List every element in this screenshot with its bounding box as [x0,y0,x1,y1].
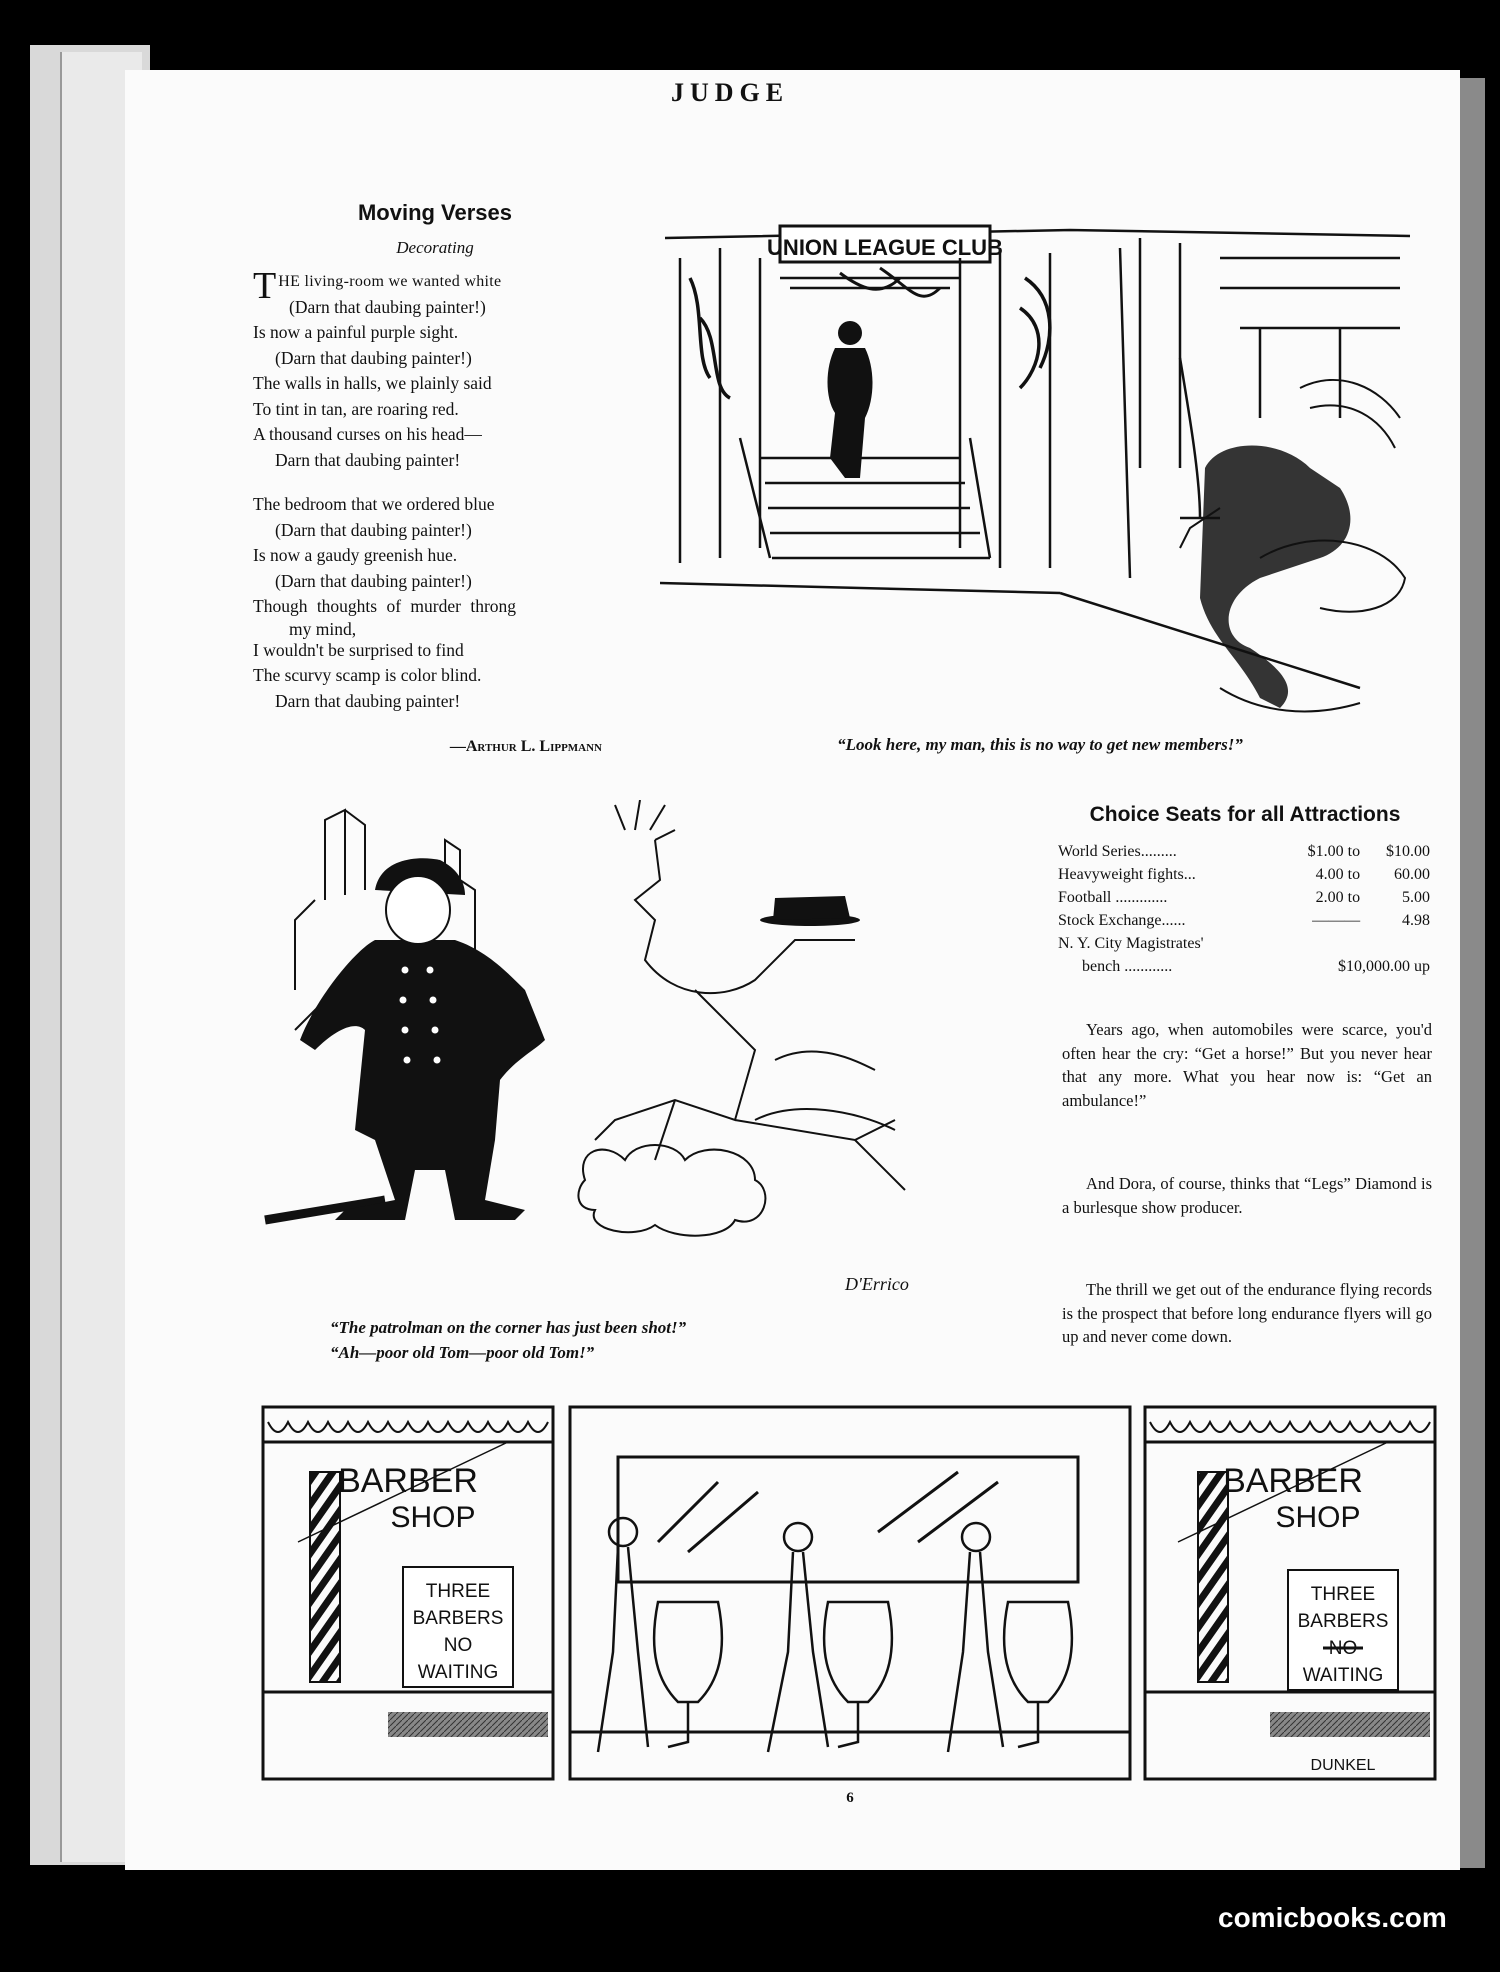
seat-high: 60.00 [1394,866,1430,883]
page-number: 6 [846,1790,854,1806]
seat-label: bench ............ [1082,958,1173,975]
seat-low: $10,000.00 up [1338,958,1430,975]
table-row [1058,909,1430,932]
poem-line: The walls in halls, we plainly said [253,373,492,393]
seat-low: $1.00 to [1307,843,1361,860]
seat-high: 5.00 [1402,889,1430,906]
paragraph-dora: And Dora, of course, thinks that “Legs” Diamond is a burlesque show producer. [1062,1174,1432,1217]
poem-title: Moving Verses [357,200,513,225]
watermark: comicbooks.com [1218,1902,1447,1933]
seats-table [1058,840,1430,978]
sign-line: NO [443,1635,473,1656]
poem-line: The bedroom that we ordered blue [253,494,495,514]
poem-author: —Arthur L. Lippmann [449,738,602,755]
poem-line: (Darn that daubing painter!) [275,570,472,591]
sign-line: NO [1328,1638,1358,1659]
seat-label: Stock Exchange...... [1058,912,1186,929]
seat-low: 4.00 to [1315,866,1361,883]
seat-label: Football ............. [1058,889,1168,906]
poem-line: Is now a gaudy greenish hue. [253,545,458,565]
sign-line: THREE [1310,1584,1376,1605]
strip-signature: DUNKEL [1310,1757,1376,1774]
seat-label: Heavyweight fights... [1058,866,1196,883]
paragraph-endurance: The thrill we get out of the endurance flying records is the prospect that before long endurance flyers will go up and never come down. [1062,1280,1432,1346]
cartoon1-caption: “Look here, my man, this is no way to get new members!” [837,735,1243,754]
poem-line: THE living-room we wanted white [253,265,502,307]
cartoon2-signature: D'Errico [845,1274,909,1294]
union-league-cartoon [660,218,1420,728]
seat-high: $10.00 [1386,843,1430,860]
poem-body [253,265,633,714]
table-row [1058,955,1430,978]
poem-line: Is now a painful purple sight. [253,322,459,342]
sign-line: BARBERS [1297,1611,1389,1632]
sign-line: BARBERS [412,1608,504,1629]
magazine-title: JUDGE [670,78,790,107]
poem-line: The scurvy scamp is color blind. [253,665,482,685]
seat-low: ——— [1312,912,1361,929]
seat-low: 2.00 to [1315,889,1361,906]
seats-title: Choice Seats for all Attractions [1089,803,1401,826]
table-row [1058,863,1430,886]
seat-label: World Series......... [1058,843,1177,860]
caption-line: “Ah—poor old Tom—poor old Tom!” [330,1343,595,1362]
seat-label: N. Y. City Magistrates' [1058,935,1204,952]
shop-sign-line1: BARBER [1223,1462,1363,1500]
poem-line: To tint in tan, are roaring red. [253,398,459,419]
sign-line: THREE [425,1581,491,1602]
poem-line: (Darn that daubing painter!) [289,296,486,317]
shop-sign-line2: SHOP [1275,1501,1361,1534]
poem-line: Darn that daubing painter! [275,690,461,711]
poem-subtitle: Decorating [396,238,474,257]
table-row [1058,932,1430,955]
table-row [1058,886,1430,909]
shop-sign-line2: SHOP [390,1501,476,1534]
poem-line: my mind, [289,618,357,639]
barber-pole-icon [1198,1472,1228,1682]
stanza-break [253,473,633,492]
caption-line: “The patrolman on the corner has just been shot!” [330,1318,687,1337]
table-row [1058,840,1430,863]
club-sign-text: UNION LEAGUE CLUB [767,235,1003,260]
barber-pole-icon [310,1472,340,1682]
patrolman-cartoon [255,800,1035,1300]
strip-panel-2 [570,1407,1130,1779]
shop-sign-line1: BARBER [338,1462,478,1500]
poem-line: (Darn that daubing painter!) [275,519,472,540]
poem-line: Though thoughts of murder throng [253,596,517,616]
barber-strip [258,1402,1438,1782]
cartoon2-caption [330,1315,890,1365]
poem-line: I wouldn't be surprised to find [253,639,464,660]
poem-line: (Darn that daubing painter!) [275,347,472,368]
poem-line: A thousand curses on his head— [253,424,482,444]
paragraph-automobiles: Years ago, when automobiles were scarce, you'd often hear the cry: “Get a horse!” But you never hear that any more. What you hear now is: “Get an ambulance!” [1062,1020,1432,1110]
drop-cap: T [253,265,277,307]
poem-line: Darn that daubing painter! [275,449,461,470]
sign-line: WAITING [417,1662,499,1683]
sign-line: WAITING [1302,1665,1384,1686]
seat-high: 4.98 [1402,912,1430,929]
